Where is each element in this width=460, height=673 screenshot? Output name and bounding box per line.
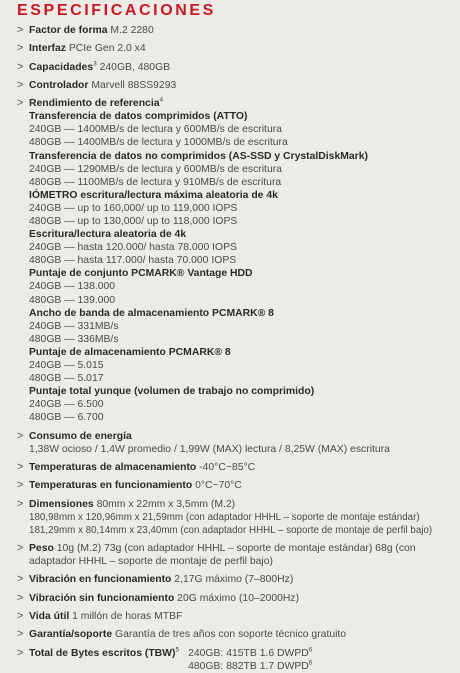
chevron-right-icon: > bbox=[17, 610, 24, 622]
benchmark-title: Transferencia de datos comprimidos (ATTO) bbox=[29, 111, 248, 123]
benchmark-line: 240GB — 331MB/s bbox=[29, 320, 119, 332]
spec-label: Total de Bytes escritos (TBW) bbox=[29, 647, 176, 659]
spec-value: 240GB, 480GB bbox=[96, 61, 171, 73]
spec-label: Peso bbox=[29, 543, 54, 555]
tbw-value: 480GB: 882TB 1.7 DWPD bbox=[188, 660, 309, 672]
spec-value: M.2 2280 bbox=[107, 25, 154, 36]
performance-group bbox=[29, 189, 454, 228]
page-title: ESPECIFICACIONES bbox=[17, 2, 216, 19]
benchmark-line: 480GB — 336MB/s bbox=[29, 333, 119, 345]
tbw-row bbox=[29, 647, 454, 673]
benchmark-line: 240GB — 138.000 bbox=[29, 281, 116, 293]
spec-vibration-operating bbox=[18, 573, 454, 586]
chevron-right-icon: > bbox=[17, 479, 24, 492]
benchmark-line: 480GB — 5.017 bbox=[29, 373, 104, 385]
chevron-right-icon: > bbox=[17, 646, 24, 659]
chevron-right-icon: > bbox=[17, 24, 24, 36]
chevron-right-icon: > bbox=[17, 628, 24, 641]
spec-warranty bbox=[18, 628, 454, 641]
spec-label: Capacidades bbox=[29, 61, 94, 73]
benchmark-line: 240GB — 5.015 bbox=[29, 360, 104, 371]
spec-label: Vida útil bbox=[29, 611, 70, 622]
spec-value: 1 millón de horas MTBF bbox=[69, 611, 183, 622]
spec-list bbox=[18, 24, 454, 673]
spec-tbw bbox=[18, 647, 454, 673]
chevron-right-icon: > bbox=[17, 78, 24, 91]
footnote-marker: 3 bbox=[93, 60, 97, 68]
performance-group bbox=[29, 385, 454, 424]
benchmark-line: 240GB — up to 160,000/ up to 119,000 IOPS bbox=[29, 202, 238, 214]
benchmark-line: 240GB — 6.500 bbox=[29, 399, 104, 411]
spec-value: 2,17G máximo (7–800Hz) bbox=[171, 574, 294, 586]
chevron-right-icon: > bbox=[17, 591, 24, 604]
benchmark-line: 480GB — 1400MB/s de lectura y 1000MB/s de escritura bbox=[29, 137, 288, 149]
tbw-value: 240GB: 415TB 1.6 DWPD bbox=[188, 647, 309, 659]
footnote-marker: 4 bbox=[159, 96, 164, 104]
footnote-marker: 5 bbox=[175, 646, 180, 654]
performance-group bbox=[29, 228, 454, 267]
chevron-right-icon: > bbox=[17, 461, 24, 474]
performance-group bbox=[29, 346, 454, 385]
spec-label: Vibración en funcionamiento bbox=[29, 574, 172, 586]
spec-label: Consumo de energía bbox=[29, 430, 132, 442]
spec-label: Factor de forma bbox=[29, 25, 108, 36]
spec-label: Temperaturas de almacenamiento bbox=[29, 462, 197, 474]
spec-life bbox=[18, 610, 454, 623]
spec-detail-line: 180,98mm x 120,96mm x 21,59mm (con adaptador HHHL – soporte de montaje estándar) bbox=[29, 511, 420, 523]
spec-value: 20G máximo (10–2000Hz) bbox=[174, 592, 300, 604]
performance-group bbox=[29, 110, 454, 149]
benchmark-line: 480GB — 139.000 bbox=[29, 294, 116, 306]
footnote-marker: 6 bbox=[308, 646, 313, 654]
spec-label: Vibración sin funcionamiento bbox=[29, 592, 175, 604]
benchmark-line: 240GB — 1400MB/s de lectura y 600MB/s de escritura bbox=[29, 124, 282, 136]
spec-weight bbox=[18, 542, 454, 568]
spec-value: -40°C~85°C bbox=[196, 462, 256, 474]
footnote-marker: 6 bbox=[308, 659, 313, 667]
tbw-values bbox=[188, 647, 312, 673]
spec-value: Garantía de tres años con soporte técnico gratuito bbox=[112, 629, 347, 641]
benchmark-line: 480GB — 6.700 bbox=[29, 412, 104, 424]
benchmark-title: Ancho de banda de almacenamiento PCMARK® 8 bbox=[29, 307, 274, 319]
spec-interface bbox=[18, 42, 454, 55]
spec-value: PCIe Gen 2.0 x4 bbox=[65, 43, 146, 55]
tbw-line bbox=[188, 660, 312, 673]
spec-capacities bbox=[18, 61, 454, 74]
chevron-right-icon: > bbox=[17, 42, 24, 55]
chevron-right-icon: > bbox=[17, 542, 24, 555]
spec-label: Temperaturas en funcionamiento bbox=[29, 480, 193, 492]
spec-label: Controlador bbox=[29, 79, 89, 91]
spec-controller bbox=[18, 79, 454, 92]
spec-label: Garantía/soporte bbox=[29, 629, 113, 641]
chevron-right-icon: > bbox=[17, 573, 24, 586]
chevron-right-icon: > bbox=[17, 497, 24, 510]
benchmark-line: 480GB — up to 130,000/ up to 118,000 IOPS bbox=[29, 215, 238, 227]
spec-label: Rendimiento de referencia bbox=[29, 98, 160, 110]
performance-group bbox=[29, 150, 454, 189]
spec-storage-temp bbox=[18, 461, 454, 474]
benchmark-title: Escritura/lectura aleatoria de 4k bbox=[29, 229, 187, 241]
tbw-label-wrap bbox=[29, 647, 179, 673]
spec-label: Dimensiones bbox=[29, 498, 94, 510]
spec-value: 10g (M.2) 73g (con adaptador HHHL – soporte de montaje estándar) 68g (con bbox=[53, 543, 416, 555]
spec-detail-line: 181,29mm x 80,14mm x 23,40mm (con adaptador HHHL – soporte de montaje de perfil bajo) bbox=[29, 524, 433, 536]
benchmark-title: Transferencia de datos no comprimidos (AS-SSD y CrystalDiskMark) bbox=[29, 150, 368, 162]
benchmark-title: Puntaje de conjunto PCMARK® Vantage HDD bbox=[29, 268, 253, 280]
spec-value: 1,38W ocioso / 1,4W promedio / 1,99W (MAX) lectura / 8,25W (MAX) escritura bbox=[29, 443, 390, 455]
spec-operating-temp bbox=[18, 479, 454, 492]
benchmark-title: IÓMETRO escritura/lectura máxima aleatoria de 4k bbox=[29, 189, 278, 201]
spec-dimensions bbox=[18, 498, 454, 537]
spec-performance bbox=[18, 97, 454, 424]
spec-value: 80mm x 22mm x 3,5mm (M.2) bbox=[93, 498, 236, 510]
spec-label: Interfaz bbox=[29, 43, 66, 55]
spec-form-factor bbox=[18, 24, 454, 37]
chevron-right-icon: > bbox=[17, 60, 24, 73]
benchmark-line: 240GB — 1290MB/s de lectura y 600MB/s de escritura bbox=[29, 163, 282, 175]
benchmark-line: 240GB — hasta 120.000/ hasta 78.000 IOPS bbox=[29, 242, 237, 254]
performance-group bbox=[29, 307, 454, 346]
chevron-right-icon: > bbox=[17, 429, 24, 442]
spec-value: Marvell 88SS9293 bbox=[88, 79, 177, 91]
chevron-right-icon: > bbox=[17, 97, 24, 110]
spec-value: 0°C~70°C bbox=[192, 480, 242, 492]
benchmark-line: 480GB — 1100MB/s de lectura y 910MB/s de escritura bbox=[29, 176, 282, 188]
spec-vibration-non-operating bbox=[18, 592, 454, 605]
tbw-line bbox=[188, 647, 312, 660]
benchmark-title: Puntaje de almacenamiento PCMARK® 8 bbox=[29, 346, 231, 358]
benchmark-line: 480GB — hasta 117.000/ hasta 70.000 IOPS bbox=[29, 255, 237, 267]
benchmark-title: Puntaje total yunque (volumen de trabajo no comprimido) bbox=[29, 386, 315, 398]
performance-group bbox=[29, 267, 454, 306]
spec-detail-line: adaptador HHHL – soporte de montaje de perfil bajo) bbox=[29, 556, 273, 568]
spec-power bbox=[18, 430, 454, 456]
